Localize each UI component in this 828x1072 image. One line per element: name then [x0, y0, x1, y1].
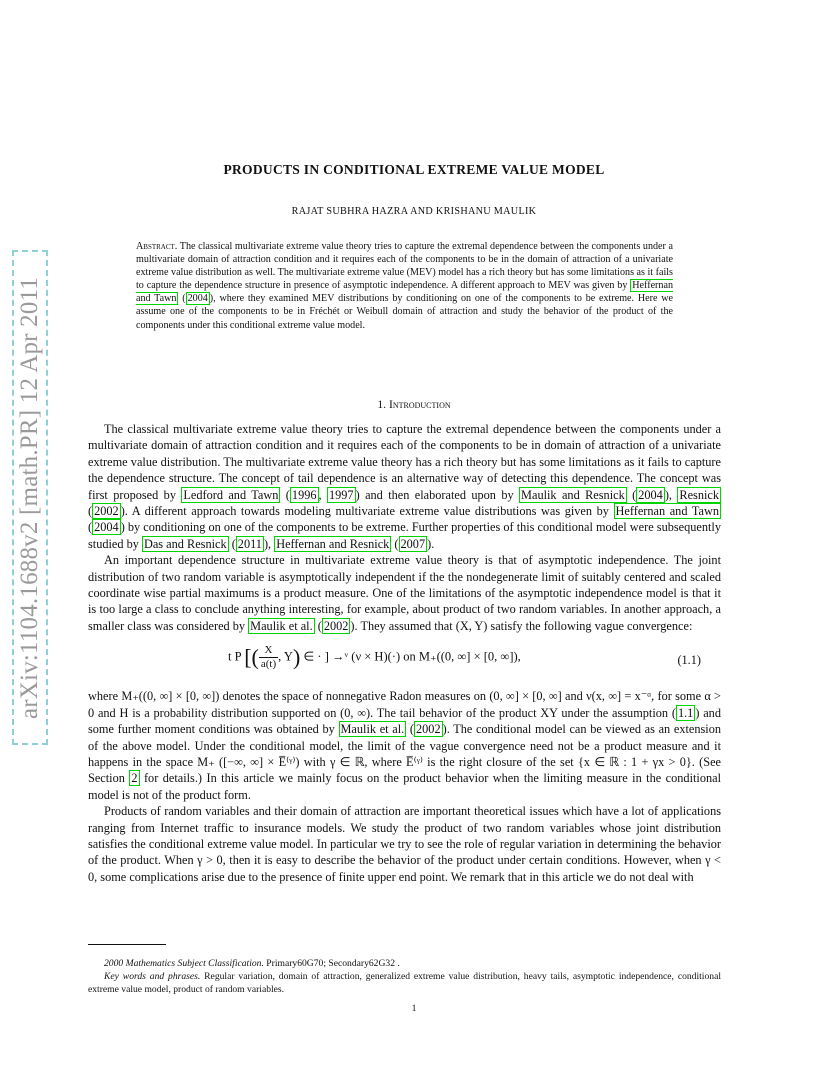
abstract-label: Abstract. [136, 241, 178, 252]
paragraph: Products of random variables and their domain of attraction are important theoretical issues which have a lot of applications ranging from Internet traffic to insurance models. We study the product of two random variables whose joint distribution satisfies the conditional extreme value model. In particular we try to see the role of regular variation in determining the behavior of the product. When γ > 0, then it is easy to describe the behavior of the product under certain conditions. However, when γ < 0, some complications arise due to the presence of finite upper end point. We remark that in this article we do not deal with [88, 804, 721, 884]
fraction-denominator: a(t) [260, 658, 277, 671]
citation-link[interactable]: 2002 [416, 722, 441, 737]
equation-tail: ∈ · ] →ᵛ (ν × H)(·) on M₊((0, ∞] × [0, ∞]), [303, 649, 521, 664]
keywords-text: Regular variation, domain of attraction, generalized extreme value distribution, heavy tails, asymptotic independence, conditional extreme value model, product of random variables. [88, 971, 721, 995]
citation-link[interactable]: 1997 [328, 487, 354, 502]
fraction-numerator: X [259, 644, 278, 658]
abstract [136, 240, 673, 332]
paragraph [88, 688, 721, 803]
citation-link[interactable]: 2004 [638, 487, 663, 502]
bracket-glyph: [( [244, 644, 259, 670]
section-ref-link[interactable]: 2 [131, 771, 138, 786]
section-heading [0, 398, 828, 411]
abstract-text: ), where they examined MEV distributions by conditioning on one of the components to be extreme. Here we assume one of the components to be in Fréchét or Weibull domain of attraction and study the behavior of the product of the components under this conditional extreme value model. [136, 293, 673, 331]
section-number: 1. [377, 398, 387, 411]
text-run: ( [228, 536, 236, 551]
text-run: ( [280, 487, 290, 502]
citation-link[interactable]: Heffernan and Tawn [615, 504, 719, 519]
citation-link[interactable]: Ledford and Tawn [183, 487, 279, 502]
citation-link[interactable]: Resnick [679, 487, 720, 502]
text-run: for details.) In this article we mainly focus on the product behavior when the limiting measure in the conditional model is not of the product form. [88, 771, 721, 802]
equation-body [228, 644, 521, 671]
text-run: ). [427, 536, 435, 551]
paragraph [88, 421, 721, 552]
equation-1-1 [88, 638, 721, 682]
citation-link[interactable]: 2007 [400, 536, 426, 551]
abstract-text: The classical multivariate extreme value theory tries to capture the extremal dependence between the components under a multivariate domain of attraction condition and it requires each of the components to be in the domain of attraction of a univariate extreme value distribution as well. The multivariate extreme value (MEV) model has a rich theory but has some limitations as it fails to capture the dependence structure in presence of asymptotic independence. A different approach to MEV was given by [136, 241, 674, 292]
paragraph [88, 552, 721, 634]
bracket-glyph: ) [292, 644, 301, 670]
citation-link[interactable]: Heffernan and Resnick [276, 536, 390, 551]
text-run: ( [406, 722, 414, 737]
equation-ref-link[interactable]: 1.1 [677, 705, 694, 720]
arxiv-stamp [12, 250, 48, 745]
msc-label: 2000 Mathematics Subject Classification. [104, 958, 264, 969]
paper-title: PRODUCTS IN CONDITIONAL EXTREME VALUE MODEL [223, 162, 605, 177]
msc-text: Primary60G70; Secondary62G32 . [263, 958, 400, 969]
citation-link[interactable]: Heffernan and Tawn [136, 280, 673, 305]
text-run: where M₊((0, ∞] × [0, ∞]) denotes the space of nonnegative Radon measures on (0, ∞] × [0, ∞] and ν(x, ∞] = x⁻ᵅ, for some α > 0 and H is a probability distribution supported on (0, ∞). The tail behavior of the product XY under the assumption ( [88, 689, 721, 720]
equation-mid: , Y [278, 649, 293, 664]
text-run: ) and then elaborated upon by [355, 487, 520, 502]
text-run: ). They assumed that (X, Y) satisfy the following vague convergence: [350, 618, 693, 633]
text-run: ( [88, 504, 93, 519]
text-run: ( [314, 618, 322, 633]
citation-link[interactable]: 2011 [237, 536, 262, 551]
citation-link[interactable]: 1996 [291, 487, 317, 502]
text-run: ( [626, 487, 637, 502]
text-run: , [318, 487, 327, 502]
text-run: The classical multivariate extreme value theory tries to capture the extremal dependence between the components under a multivariate domain of attraction condition and it requires each of the components to be in domain of attraction of a univariate extreme value distribution. The multivariate extreme value theory has a rich theory but has some limitations as it fails to capture the dependence structure. The concept of tail dependence is an alternative way of detecting this dependence. The concept was first proposed by [88, 422, 721, 502]
footnote-rule [88, 944, 166, 945]
section-title: Introduction [388, 398, 451, 411]
keywords-label: Key words and phrases. [104, 971, 201, 982]
equation-number: (1.1) [677, 653, 701, 668]
text-run: ) and some further moment conditions was obtained by [88, 705, 721, 737]
text-run: An important dependence structure in multivariate extreme value theory is that of asymptotic independence. The joint distribution of two random variable is asymptotically independent if the the nondegenerate limit of suitably centered and scaled coordinate wise partial maximums is a product measure. One of the limitations of the asymptotic independence model is that it is too large a class to conclude anything interesting, for example, about product of two random variables. In another approach, a smaller class was considered by [88, 553, 721, 633]
citation-link[interactable]: Maulik et al. [250, 618, 313, 633]
equation-fraction [259, 644, 278, 671]
text-run: ) by conditioning on one of the components to be extreme. Further properties of this conditional model were subsequently studied by [88, 520, 721, 551]
page-number: 1 [411, 1003, 417, 1014]
citation-link[interactable]: 2004 [187, 293, 208, 305]
text-run: ( [391, 536, 399, 551]
paper-authors: RAJAT SUBHRA HAZRA AND KRISHANU MAULIK [291, 206, 537, 217]
body-text [88, 421, 721, 885]
text-run: ), [263, 536, 275, 551]
text-run: ), [664, 487, 678, 502]
arxiv-stamp-text: arXiv:1104.1688v2 [math.PR] 12 Apr 2011 [16, 276, 43, 719]
equation-lead: t P [228, 649, 242, 664]
footnote-msc [88, 957, 721, 970]
citation-link[interactable]: 2004 [94, 520, 119, 535]
text-run: ( [88, 520, 93, 535]
text-run: ). The conditional model can be viewed as an extension of the above model. Under the conditional model, the limit of the vague convergence need not be a product measure and it happens in the space M₊ ([−∞, ∞] × E̅⁽ᵞ⁾) with γ ∈ ℝ, where E̅⁽ᵞ⁾ is the right closure of the set {x ∈ ℝ : 1 + γx > 0}. (See Section [88, 722, 722, 786]
text-run: ). A different approach towards modeling multivariate extreme value distributions was given by [120, 504, 614, 519]
citation-link[interactable]: Maulik and Resnick [521, 487, 625, 502]
citation-link[interactable]: 2002 [323, 618, 349, 633]
citation-link[interactable]: Maulik et al. [340, 722, 405, 737]
footnote-keywords [88, 970, 721, 996]
footnotes [88, 957, 721, 996]
citation-link[interactable]: 2002 [94, 504, 119, 519]
citation-link[interactable]: Das and Resnick [143, 536, 227, 551]
abstract-text: ( [178, 293, 186, 305]
